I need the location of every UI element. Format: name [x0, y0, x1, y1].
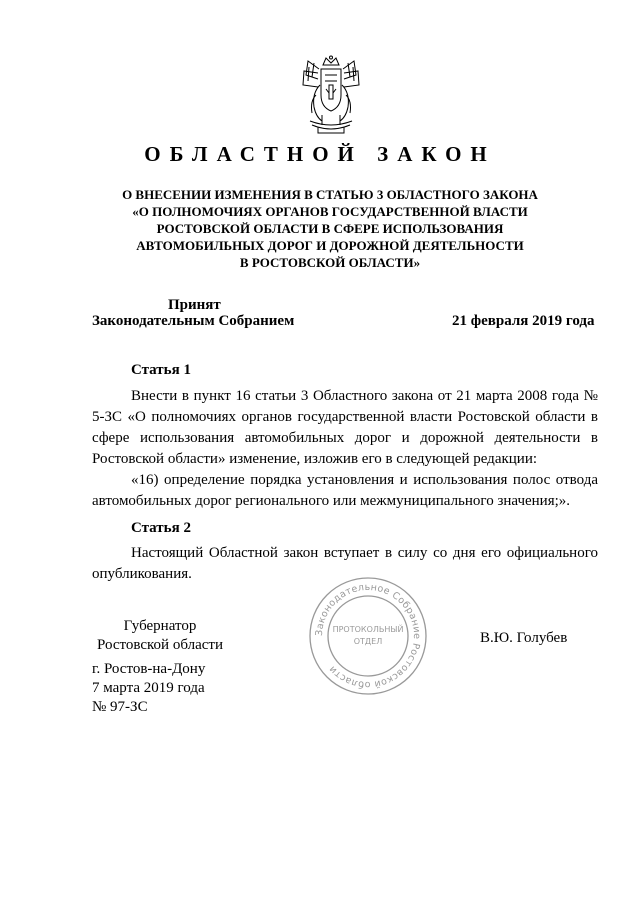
svg-text:Законодательное Собрание Росто: Законодательное Собрание Ростовской области: [313, 581, 423, 691]
adopted-date: 21 февраля 2019 года: [452, 313, 595, 329]
governor-name: В.Ю. Голубев: [480, 630, 568, 646]
article-2-heading: Статья 2: [131, 520, 191, 536]
svg-text:ПРОТОКОЛЬНЫЙ: ПРОТОКОЛЬНЫЙ: [332, 625, 404, 634]
subtitle-line: «О ПОЛНОМОЧИЯХ ОРГАНОВ ГОСУДАРСТВЕННОЙ ВЛАСТИ: [132, 204, 528, 219]
place-city: г. Ростов-на-Дону: [92, 661, 206, 677]
article-2-paragraph: Настоящий Областной закон вступает в силу со дня его официального опубликования.: [92, 545, 598, 582]
subtitle-line: РОСТОВСКОЙ ОБЛАСТИ В СФЕРЕ ИСПОЛЬЗОВАНИЯ: [156, 221, 504, 236]
governor-title-line-2: Ростовской области: [97, 637, 223, 653]
subtitle-line: О ВНЕСЕНИИ ИЗМЕНЕНИЯ В СТАТЬЮ 3 ОБЛАСТНОГО ЗАКОНА: [122, 187, 538, 202]
law-number: № 97-ЗС: [92, 699, 148, 715]
article-1-paragraph-1: Внести в пункт 16 статьи 3 Областного закона от 21 марта 2008 года № 5-ЗС «О полномочиях органов государственной власти Ростовской области в сфере использования автомобильных дорог и дорожной деятельности в Ростовской области» изменение, изложив его в следующей редакции:: [92, 388, 598, 467]
governor-title-line-1: Губернатор: [123, 618, 197, 634]
adopted-by: Законодательным Собранием: [92, 313, 295, 329]
svg-text:ОТДЕЛ: ОТДЕЛ: [353, 637, 383, 646]
law-date: 7 марта 2019 года: [92, 680, 205, 696]
subtitle-line: АВТОМОБИЛЬНЫХ ДОРОГ И ДОРОЖНОЙ ДЕЯТЕЛЬНОСТИ: [136, 238, 524, 253]
protocol-department-stamp: [306, 574, 430, 698]
subtitle-line: В РОСТОВСКОЙ ОБЛАСТИ»: [239, 255, 421, 270]
document-title: ОБЛАСТНОЙ ЗАКОН: [144, 142, 496, 166]
article-1-paragraph-2: «16) определение порядка установления и использования полос отвода автомобильных дорог регионального или межмуниципального значения;».: [92, 472, 598, 509]
article-1-heading: Статья 1: [131, 362, 191, 378]
coat-of-arms-emblem: [300, 55, 362, 137]
document-subtitle: [60, 186, 600, 271]
governor-title: [96, 617, 224, 655]
place-and-date: [92, 660, 205, 717]
adopted-label: Принят: [168, 297, 221, 313]
